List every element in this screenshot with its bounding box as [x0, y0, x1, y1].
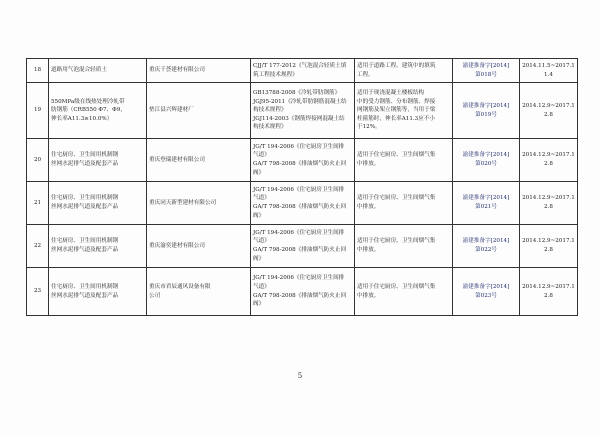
registration-number: 渝建推备字[2014] 第022号: [453, 225, 520, 268]
standard-reference: GB13788-2008《冷轧带肋钢筋》 JGJ95-2011《冷轧带肋钢筋混凝土结 构技术规程》 JGJ114-2003《钢筋焊接网混凝土结 构技术规程》: [251, 83, 355, 139]
table-row: [27, 83, 578, 139]
application-scope: 适用于住宅厨房、卫生间烟气集 中排放。: [355, 268, 453, 316]
row-number: 21: [27, 182, 49, 225]
validity-period: 2014.12.9~2017.12.8: [520, 139, 578, 182]
company-name: 重庆渝奕建材有限公司: [147, 225, 251, 268]
registration-number: 渝建推备字[2014] 第020号: [453, 139, 520, 182]
validity-period: 2014.12.9~2017.12.8: [520, 83, 578, 139]
standard-reference: CJJ/T 177-2012《气泡混合轻质土填 筑工程技术规程》: [251, 59, 355, 83]
row-number: 22: [27, 225, 49, 268]
company-name: 重庆登瑞建材有限公司: [147, 139, 251, 182]
company-name: 重庆同天新型建材有限公司: [147, 182, 251, 225]
company-name: 重庆市君辰通风设备有限 公司: [147, 268, 251, 316]
application-scope: 适用于住宅厨房、卫生间烟气集 中排放。: [355, 182, 453, 225]
product-name: 住宅厨房、卫生间用机制钢 丝网水泥排气道及配套产品: [49, 268, 147, 316]
table-row: [27, 268, 578, 316]
application-scope: 适用于道路工程、建筑中的填筑 工程。: [355, 59, 453, 83]
page-number: 5: [297, 372, 303, 380]
row-number: 23: [27, 268, 49, 316]
application-scope: 适用于住宅厨房、卫生间烟气集 中排放。: [355, 139, 453, 182]
standard-reference: JG/T 194-2006《住宅厨房卫生间排 气道》 GA/T 798-2008《排油烟气防火止回 阀》: [251, 139, 355, 182]
product-name: 道路用气泡混合轻质土: [49, 59, 147, 83]
application-scope: 适用于住宅厨房、卫生间烟气集 中排放。: [355, 225, 453, 268]
registration-number: 渝建推备字[2014] 第021号: [453, 182, 520, 225]
product-name: 住宅厨房、卫生间用机制钢 丝网水泥排气道及配套产品: [49, 139, 147, 182]
validity-period: 2014.12.9~2017.12.8: [520, 268, 578, 316]
standard-reference: JG/T 194-2006《住宅厨房卫生间排 气道》 GA/T 798-2008《排油烟气防火止回 阀》: [251, 182, 355, 225]
registration-number: 渝建推备字[2014] 第023号: [453, 268, 520, 316]
company-name: 重庆千荟建材有限公司: [147, 59, 251, 83]
product-registration-table: [26, 58, 578, 316]
registration-number: 渝建推备字[2014] 第018号: [453, 59, 520, 83]
registration-number: 渝建推备字[2014] 第019号: [453, 83, 520, 139]
product-name: 住宅厨房、卫生间用机制钢 丝网水泥排气道及配套产品: [49, 225, 147, 268]
application-scope: 适用于现浇混凝土楼板结构 中的受力钢筋、分布钢筋、焊接 网钢筋及架立钢筋等，当用于梁 柱箍筋时，伸长率A11.3应不小 于12%。: [355, 83, 453, 139]
table-row: [27, 182, 578, 225]
row-number: 18: [27, 59, 49, 83]
row-number: 19: [27, 83, 49, 139]
product-name: 住宅厨房、卫生间用机制钢 丝网水泥排气道及配套产品: [49, 182, 147, 225]
table-row: [27, 225, 578, 268]
validity-period: 2014.12.9~2017.12.8: [520, 182, 578, 225]
validity-period: 2014.12.9~2017.12.8: [520, 225, 578, 268]
product-name: 550MPa级在线热处理冷轧带 肋钢筋（CRB550 Φ7、Φ9， 伸长率A11.3≥10.0%）: [49, 83, 147, 139]
standard-reference: JG/T 194-2006《住宅厨房卫生间排 气道》 GA/T 798-2008《排油烟气防火止回 阀》: [251, 225, 355, 268]
validity-period: 2014.11.5~2017.11.4: [520, 59, 578, 83]
row-number: 20: [27, 139, 49, 182]
company-name: 垫江县兴辉建材厂: [147, 83, 251, 139]
table-row: [27, 59, 578, 83]
table-row: [27, 139, 578, 182]
standard-reference: JG/T 194-2006《住宅厨房卫生间排 气道》 GA/T 798-2008《排油烟气防火止回 阀》: [251, 268, 355, 316]
